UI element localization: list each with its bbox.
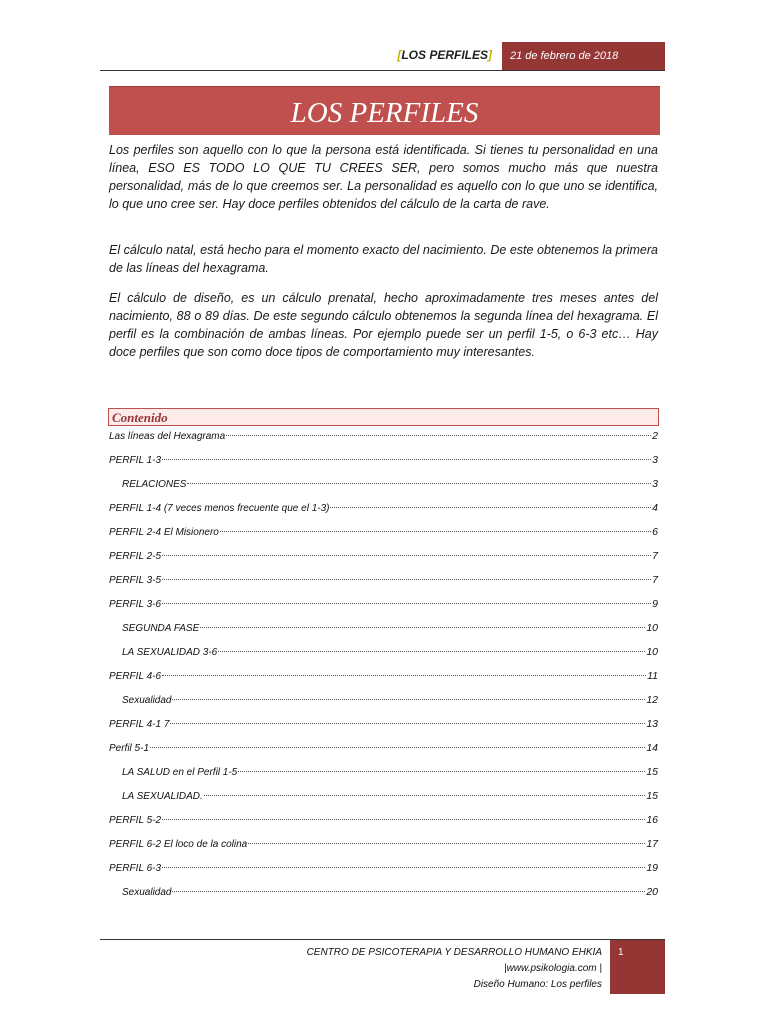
toc-leader-dots xyxy=(162,555,651,556)
toc-entry-page: 6 xyxy=(652,526,658,538)
header-date: 21 de febrero de 2018 xyxy=(502,42,665,70)
toc-entry-page: 4 xyxy=(652,502,658,514)
document-title-banner xyxy=(109,86,660,135)
toc-entry[interactable] xyxy=(109,670,658,694)
toc-leader-dots xyxy=(226,435,651,436)
toc-entry-label[interactable]: PERFIL 6-3 xyxy=(109,863,162,874)
toc-entry-label[interactable]: PERFIL 4-6 xyxy=(109,671,162,682)
toc-leader-dots xyxy=(200,627,645,628)
toc-entry-page: 15 xyxy=(646,790,658,802)
toc-entry[interactable] xyxy=(109,598,658,622)
footer-document-name: Diseño Humano: Los perfiles xyxy=(473,979,602,990)
toc-entry[interactable] xyxy=(109,502,658,526)
toc-entry-page: 17 xyxy=(646,838,658,850)
toc-leader-dots xyxy=(162,603,651,604)
toc-leader-dots xyxy=(162,459,651,460)
toc-leader-dots xyxy=(172,891,645,892)
toc-leader-dots xyxy=(162,579,651,580)
toc-entry-page: 12 xyxy=(646,694,658,706)
header-bracket-close: ] xyxy=(488,48,492,62)
toc-leader-dots xyxy=(218,651,645,652)
intro-paragraph-1: Los perfiles son aquello con lo que la persona está identificada. Si tienes tu personalidad en una línea, ESO ES TODO LO QUE TU CREES SER, pero somos mucho más que nuestra personalidad, más de lo que creemos ser. La personalidad es aquello con lo que uno se identifica, lo que uno cree ser. Hay doce perfiles obtenidos del cálculo de la carta de rave. xyxy=(109,143,658,211)
toc-entry-page: 7 xyxy=(652,550,658,562)
header-bracket-open: [ xyxy=(397,48,402,62)
table-of-contents xyxy=(109,430,658,910)
toc-entry[interactable] xyxy=(109,694,658,718)
toc-entry-label[interactable]: SEGUNDA FASE xyxy=(122,623,200,634)
toc-leader-dots xyxy=(220,531,651,532)
toc-entry-label[interactable]: PERFIL 5-2 xyxy=(109,815,162,826)
toc-leader-dots xyxy=(204,795,646,796)
toc-heading-text: Contenido xyxy=(112,410,168,425)
toc-leader-dots xyxy=(330,507,651,508)
toc-entry-page: 10 xyxy=(646,622,658,634)
toc-leader-dots xyxy=(162,867,645,868)
toc-entry[interactable] xyxy=(109,814,658,838)
toc-entry-label[interactable]: PERFIL 4-1 7 xyxy=(109,719,170,730)
toc-entry-page: 11 xyxy=(647,670,658,682)
footer-website: |www.psikologia.com | xyxy=(503,963,602,974)
toc-entry-label[interactable]: RELACIONES xyxy=(122,479,187,490)
toc-entry[interactable] xyxy=(109,766,658,790)
footer-divider xyxy=(100,939,665,940)
intro-paragraph-2: El cálculo natal, está hecho para el momento exacto del nacimiento. De este obtenemos la primera de las líneas del hexagrama. xyxy=(109,243,658,275)
toc-entry-page: 15 xyxy=(646,766,658,778)
header-title-text: LOS PERFILES xyxy=(401,48,488,62)
page-header xyxy=(100,42,665,71)
toc-entry[interactable] xyxy=(109,430,658,454)
toc-entry-page: 19 xyxy=(646,862,658,874)
toc-entry[interactable] xyxy=(109,862,658,886)
toc-entry-label[interactable]: PERFIL 6-2 El loco de la colina xyxy=(109,839,248,850)
toc-entry[interactable] xyxy=(109,646,658,670)
toc-entry-label[interactable]: Las líneas del Hexagrama xyxy=(109,431,226,442)
toc-entry-page: 3 xyxy=(652,478,658,490)
footer-text xyxy=(242,945,602,993)
toc-leader-dots xyxy=(162,675,646,676)
toc-entry-label[interactable]: PERFIL 2-4 El Misionero xyxy=(109,527,219,538)
toc-entry-label[interactable]: PERFIL 3-6 xyxy=(109,599,162,610)
toc-entry[interactable] xyxy=(109,454,658,478)
toc-entry-label[interactable]: Sexualidad xyxy=(122,887,172,898)
toc-entry[interactable] xyxy=(109,622,658,646)
toc-entry-page: 14 xyxy=(646,742,658,754)
toc-leader-dots xyxy=(170,723,645,724)
toc-leader-dots xyxy=(172,699,645,700)
toc-entry-page: 3 xyxy=(652,454,658,466)
toc-entry[interactable] xyxy=(109,550,658,574)
toc-leader-dots xyxy=(238,771,645,772)
toc-leader-dots xyxy=(162,819,645,820)
toc-entry-page: 2 xyxy=(652,430,658,442)
toc-entry-label[interactable]: PERFIL 1-3 xyxy=(109,455,162,466)
toc-entry[interactable] xyxy=(109,838,658,862)
toc-entry-page: 16 xyxy=(646,814,658,826)
toc-entry-label[interactable]: Perfil 5-1 xyxy=(109,743,150,754)
toc-entry[interactable] xyxy=(109,742,658,766)
footer-organization: CENTRO DE PSICOTERAPIA Y DESARROLLO HUMANO EHKIA xyxy=(306,947,602,958)
header-title xyxy=(397,48,492,62)
toc-entry[interactable] xyxy=(109,886,658,910)
document-title: LOS PERFILES xyxy=(290,97,479,129)
toc-entry[interactable] xyxy=(109,574,658,598)
toc-leader-dots xyxy=(187,483,651,484)
toc-entry-label[interactable]: LA SEXUALIDAD. xyxy=(122,791,203,802)
toc-entry-page: 13 xyxy=(646,718,658,730)
toc-entry-label[interactable]: PERFIL 2-5 xyxy=(109,551,162,562)
toc-entry-page: 10 xyxy=(646,646,658,658)
toc-entry-page: 7 xyxy=(652,574,658,586)
toc-leader-dots xyxy=(150,747,645,748)
toc-entry[interactable] xyxy=(109,790,658,814)
toc-entry[interactable] xyxy=(109,478,658,502)
toc-entry-label[interactable]: PERFIL 1-4 (7 veces menos frecuente que el 1-3) xyxy=(109,503,330,514)
toc-entry-label[interactable]: Sexualidad xyxy=(122,695,172,706)
toc-entry[interactable] xyxy=(109,718,658,742)
toc-entry-page: 9 xyxy=(652,598,658,610)
toc-leader-dots xyxy=(248,843,645,844)
toc-entry[interactable] xyxy=(109,526,658,550)
toc-entry-label[interactable]: LA SALUD en el Perfil 1-5 xyxy=(122,767,238,778)
toc-entry-label[interactable]: PERFIL 3-5 xyxy=(109,575,162,586)
toc-entry-label[interactable]: LA SEXUALIDAD 3-6 xyxy=(122,647,218,658)
page-number: 1 xyxy=(610,940,665,994)
toc-heading xyxy=(108,408,659,426)
intro-paragraph-3: El cálculo de diseño, es un cálculo prenatal, hecho aproximadamente tres meses antes del nacimiento, 88 o 89 días. De este segundo cálculo obtenemos la segunda línea del hexagrama. El perfil es la combinación de ambas líneas. Por ejemplo puede ser un perfil 1-5, o 6-3 etc… Hay doce perfiles que son como doce tipos de comportamiento muy interesantes. xyxy=(109,291,658,359)
toc-entry-page: 20 xyxy=(646,886,658,898)
